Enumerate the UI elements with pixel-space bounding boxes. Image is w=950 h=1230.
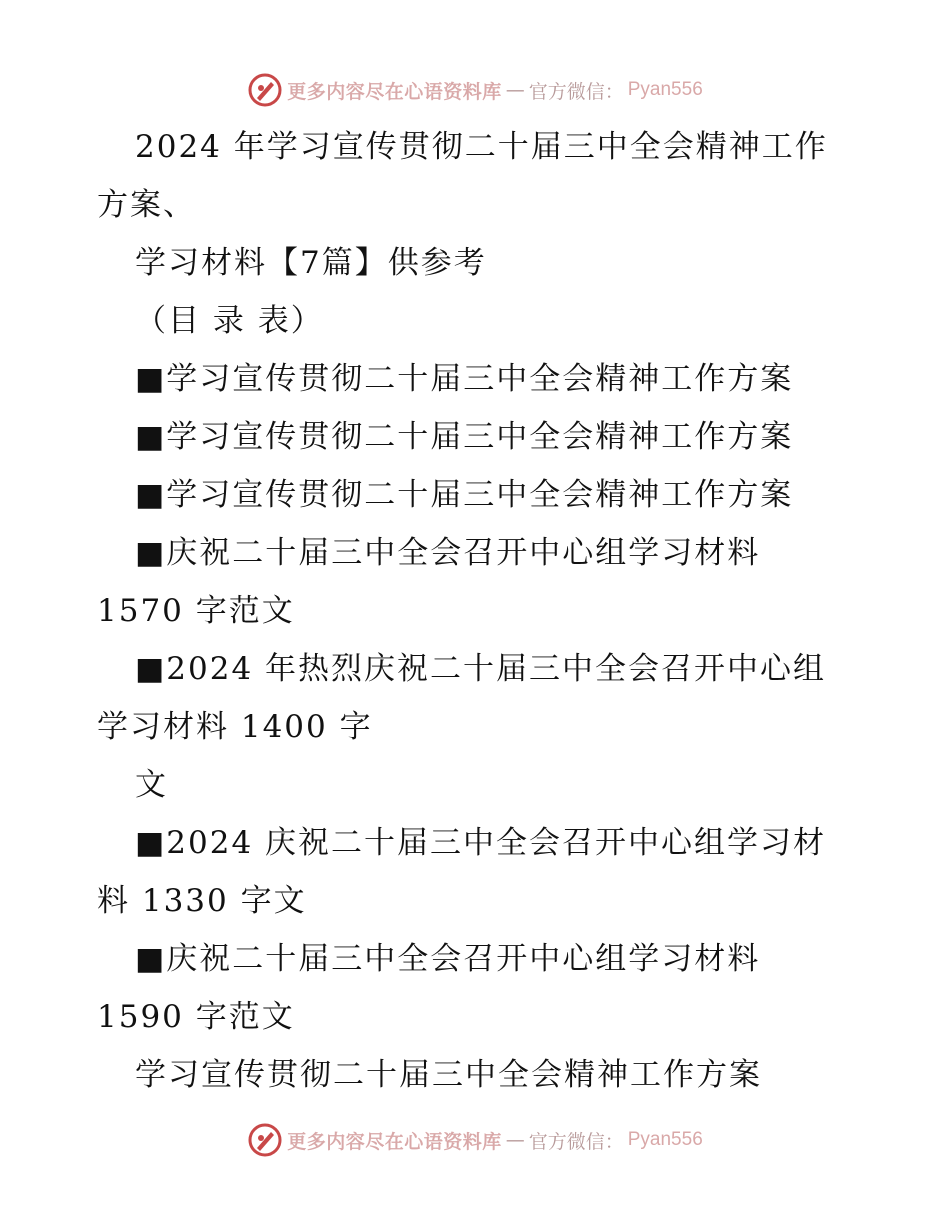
watermark-id: Pyan556	[627, 79, 703, 100]
watermark-separator: —	[505, 79, 525, 101]
pen-logo-icon	[247, 72, 283, 108]
toc-item: ■学习宣传贯彻二十届三中全会精神工作方案	[135, 419, 794, 455]
toc-item: ■庆祝二十届三中全会召开中心组学习材料	[135, 535, 761, 571]
toc-item: ■学习宣传贯彻二十届三中全会精神工作方案	[135, 477, 794, 513]
doc-title-line-2: 方案、	[97, 187, 196, 223]
doc-subtitle: 学习材料【7篇】供参考	[135, 245, 487, 281]
toc-item: ■庆祝二十届三中全会召开中心组学习材料	[135, 941, 761, 977]
watermark-separator: —	[505, 1129, 525, 1151]
toc-item-continuation: 1590 字范文	[97, 999, 295, 1035]
watermark-footer	[0, 1120, 950, 1160]
toc-item: ■2024 年热烈庆祝二十届三中全会召开中心组	[135, 651, 827, 687]
section-heading: 学习宣传贯彻二十届三中全会精神工作方案	[135, 1057, 762, 1093]
document-body	[97, 118, 857, 1104]
watermark-text: 更多内容尽在心语资料库	[287, 80, 502, 103]
watermark-label: 官方微信：	[528, 1130, 624, 1153]
pen-logo-icon	[247, 1122, 283, 1158]
toc-heading: （目 录 表）	[135, 303, 324, 339]
watermark-header	[0, 70, 950, 110]
watermark-id: Pyan556	[627, 1129, 703, 1150]
watermark-text: 更多内容尽在心语资料库	[287, 1130, 502, 1153]
doc-title-line-1: 2024 年学习宣传贯彻二十届三中全会精神工作	[135, 129, 828, 165]
toc-item-continuation: 料 1330 字文	[97, 883, 307, 919]
toc-item-continuation: 学习材料 1400 字	[97, 709, 373, 745]
toc-item-continuation: 文	[135, 767, 168, 803]
toc-item: ■学习宣传贯彻二十届三中全会精神工作方案	[135, 361, 794, 397]
toc-item-continuation: 1570 字范文	[97, 593, 295, 629]
toc-item: ■2024 庆祝二十届三中全会召开中心组学习材	[135, 825, 827, 861]
watermark-label: 官方微信：	[528, 80, 624, 103]
